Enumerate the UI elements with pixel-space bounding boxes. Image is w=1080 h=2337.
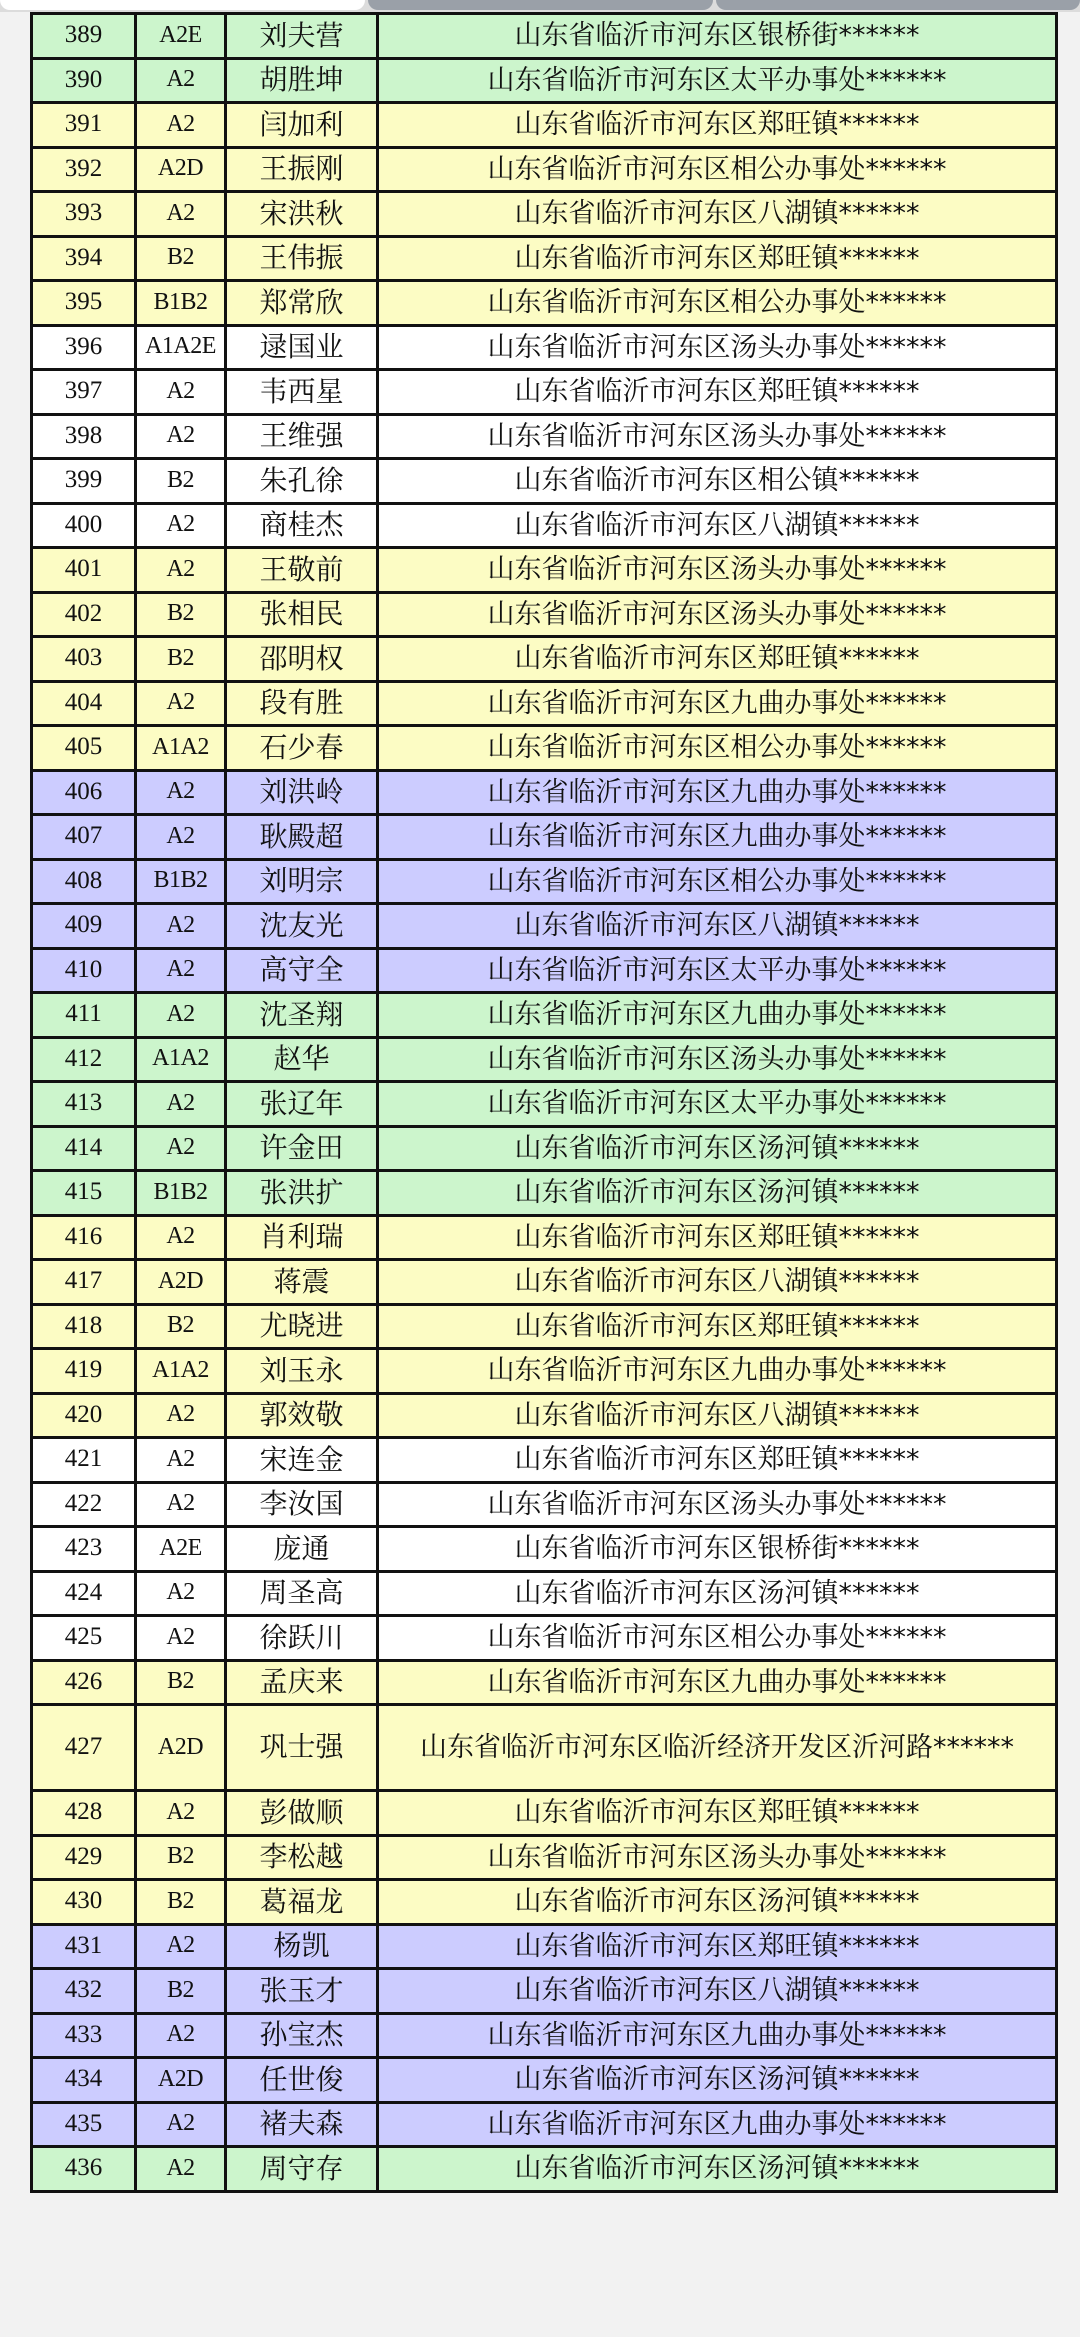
license-table [30,12,1058,2193]
address-cell[interactable]: 山东省临沂市河东区汤河镇****** [378,1126,1057,1171]
table-row [32,1393,1057,1438]
address-cell[interactable]: 山东省临沂市河东区汤河镇****** [378,1880,1057,1925]
name-cell[interactable]: 巩士强 [226,1705,378,1791]
license-class-cell[interactable]: A2 [136,904,226,949]
table-row [32,1660,1057,1705]
table-row [32,147,1057,192]
row-number-cell[interactable]: 415 [32,1171,136,1216]
address-cell[interactable]: 山东省临沂市河东区汤头办事处****** [378,414,1057,459]
address-cell[interactable]: 山东省临沂市河东区九曲办事处****** [378,2013,1057,2058]
name-cell[interactable]: 葛福龙 [226,1880,378,1925]
license-class-cell[interactable]: A2D [136,1705,226,1791]
table-row [32,14,1057,59]
row-number-cell[interactable]: 436 [32,2147,136,2192]
name-cell[interactable]: 许金田 [226,1126,378,1171]
address-cell[interactable]: 山东省临沂市河东区汤河镇****** [378,2058,1057,2103]
address-cell[interactable]: 山东省临沂市河东区相公办事处****** [378,726,1057,771]
row-number-cell[interactable]: 430 [32,1880,136,1925]
name-cell[interactable]: 闫加利 [226,103,378,148]
row-number-cell[interactable]: 433 [32,2013,136,2058]
address-cell[interactable]: 山东省临沂市河东区八湖镇****** [378,1393,1057,1438]
license-class-cell[interactable]: A2 [136,1791,226,1836]
table-row [32,1126,1057,1171]
row-number-cell[interactable]: 408 [32,859,136,904]
address-cell[interactable]: 山东省临沂市河东区银桥街****** [378,1527,1057,1572]
sheet-tab[interactable] [368,0,713,10]
address-cell[interactable]: 山东省临沂市河东区汤头办事处****** [378,592,1057,637]
name-cell[interactable]: 郑常欣 [226,281,378,326]
address-cell[interactable]: 山东省临沂市河东区八湖镇****** [378,1260,1057,1305]
license-class-cell[interactable]: A2 [136,58,226,103]
row-number-cell[interactable]: 391 [32,103,136,148]
table-row [32,1304,1057,1349]
table-row [32,993,1057,1038]
row-number-cell[interactable]: 418 [32,1304,136,1349]
table-row [32,1171,1057,1216]
table-row [32,459,1057,504]
row-number-cell[interactable]: 401 [32,548,136,593]
license-class-cell[interactable]: B1B2 [136,281,226,326]
table-row [32,503,1057,548]
row-number-cell[interactable]: 409 [32,904,136,949]
table-row [32,1215,1057,1260]
license-class-cell[interactable]: A2 [136,503,226,548]
table-row [32,1969,1057,2014]
address-cell[interactable]: 山东省临沂市河东区汤头办事处****** [378,1835,1057,1880]
table-row [32,103,1057,148]
address-cell[interactable]: 山东省临沂市河东区太平办事处****** [378,948,1057,993]
row-number-cell[interactable]: 399 [32,459,136,504]
address-cell[interactable]: 山东省临沂市河东区相公办事处****** [378,281,1057,326]
table-row [32,1438,1057,1483]
address-cell[interactable]: 山东省临沂市河东区九曲办事处****** [378,2102,1057,2147]
name-cell[interactable]: 宋连金 [226,1438,378,1483]
row-number-cell[interactable]: 390 [32,58,136,103]
table-row [32,548,1057,593]
name-cell[interactable]: 王敬前 [226,548,378,593]
license-class-cell[interactable]: B2 [136,1880,226,1925]
address-cell[interactable]: 山东省临沂市河东区郑旺镇****** [378,103,1057,148]
name-cell[interactable]: 褚夫森 [226,2102,378,2147]
row-number-cell[interactable]: 410 [32,948,136,993]
license-class-cell[interactable]: A2 [136,1126,226,1171]
name-cell[interactable]: 尤晓进 [226,1304,378,1349]
table-row [32,2058,1057,2103]
name-cell[interactable]: 王维强 [226,414,378,459]
name-cell[interactable]: 周圣高 [226,1571,378,1616]
license-class-cell[interactable]: A2 [136,1393,226,1438]
license-class-cell[interactable]: B2 [136,1304,226,1349]
name-cell[interactable]: 赵华 [226,1037,378,1082]
table-row [32,1349,1057,1394]
address-cell[interactable]: 山东省临沂市河东区相公镇****** [378,459,1057,504]
row-number-cell[interactable]: 416 [32,1215,136,1260]
table-row [32,2013,1057,2058]
name-cell[interactable]: 张辽年 [226,1082,378,1127]
row-number-cell[interactable]: 417 [32,1260,136,1305]
name-cell[interactable]: 孟庆来 [226,1660,378,1705]
row-number-cell[interactable]: 423 [32,1527,136,1572]
table-row [32,281,1057,326]
row-number-cell[interactable]: 426 [32,1660,136,1705]
row-number-cell[interactable]: 407 [32,815,136,860]
name-cell[interactable]: 周守存 [226,2147,378,2192]
address-cell[interactable]: 山东省临沂市河东区八湖镇****** [378,192,1057,237]
table-row [32,192,1057,237]
sheet-tab[interactable] [716,0,1080,10]
address-cell[interactable]: 山东省临沂市河东区汤河镇****** [378,1571,1057,1616]
table-row [32,236,1057,281]
table-row [32,1037,1057,1082]
sheet-tab[interactable] [0,0,365,10]
name-cell[interactable]: 张洪扩 [226,1171,378,1216]
license-class-cell[interactable]: B2 [136,236,226,281]
row-number-cell[interactable]: 405 [32,726,136,771]
address-cell[interactable]: 山东省临沂市河东区八湖镇****** [378,1969,1057,2014]
row-number-cell[interactable]: 420 [32,1393,136,1438]
row-number-cell[interactable]: 412 [32,1037,136,1082]
license-class-cell[interactable]: A2 [136,1571,226,1616]
license-class-cell[interactable]: A2 [136,370,226,415]
table-row [32,904,1057,949]
row-number-cell[interactable]: 434 [32,2058,136,2103]
address-cell[interactable]: 山东省临沂市河东区九曲办事处****** [378,993,1057,1038]
license-class-cell[interactable]: A2E [136,14,226,59]
license-class-cell[interactable]: B2 [136,1835,226,1880]
name-cell[interactable]: 王振刚 [226,147,378,192]
license-class-cell[interactable]: A2 [136,2102,226,2147]
name-cell[interactable]: 石少春 [226,726,378,771]
address-cell[interactable]: 山东省临沂市河东区九曲办事处****** [378,770,1057,815]
license-class-cell[interactable]: A2 [136,103,226,148]
name-cell[interactable]: 朱孔徐 [226,459,378,504]
name-cell[interactable]: 逯国业 [226,325,378,370]
row-number-cell[interactable]: 432 [32,1969,136,2014]
address-cell[interactable]: 山东省临沂市河东区相公办事处****** [378,1616,1057,1661]
table-row [32,770,1057,815]
name-cell[interactable]: 段有胜 [226,681,378,726]
license-class-cell[interactable]: A2D [136,147,226,192]
address-cell[interactable]: 山东省临沂市河东区汤河镇****** [378,1171,1057,1216]
address-cell[interactable]: 山东省临沂市河东区八湖镇****** [378,503,1057,548]
license-class-cell[interactable]: A1A2 [136,1037,226,1082]
license-class-cell[interactable]: B1B2 [136,1171,226,1216]
name-cell[interactable]: 杨凯 [226,1924,378,1969]
license-class-cell[interactable]: A1A2E [136,325,226,370]
row-number-cell[interactable]: 403 [32,637,136,682]
license-class-cell[interactable]: A2 [136,414,226,459]
address-cell[interactable]: 山东省临沂市河东区郑旺镇****** [378,236,1057,281]
table-row [32,1482,1057,1527]
row-number-cell[interactable]: 392 [32,147,136,192]
address-cell[interactable]: 山东省临沂市河东区相公办事处****** [378,147,1057,192]
name-cell[interactable]: 李松越 [226,1835,378,1880]
address-cell[interactable]: 山东省临沂市河东区八湖镇****** [378,904,1057,949]
license-class-cell[interactable]: A2 [136,1215,226,1260]
name-cell[interactable]: 韦西星 [226,370,378,415]
license-class-cell[interactable]: A2 [136,770,226,815]
row-number-cell[interactable]: 435 [32,2102,136,2147]
name-cell[interactable]: 胡胜坤 [226,58,378,103]
license-class-cell[interactable]: A2 [136,1616,226,1661]
license-class-cell[interactable]: A2 [136,948,226,993]
row-number-cell[interactable]: 395 [32,281,136,326]
name-cell[interactable]: 庞通 [226,1527,378,1572]
table-row [32,1260,1057,1305]
table-row [32,637,1057,682]
address-cell[interactable]: 山东省临沂市河东区郑旺镇****** [378,1791,1057,1836]
address-cell[interactable]: 山东省临沂市河东区银桥街****** [378,14,1057,59]
address-cell[interactable]: 山东省临沂市河东区郑旺镇****** [378,1304,1057,1349]
address-cell[interactable]: 山东省临沂市河东区相公办事处****** [378,859,1057,904]
license-class-cell[interactable]: A2 [136,815,226,860]
name-cell[interactable]: 刘明宗 [226,859,378,904]
row-number-cell[interactable]: 396 [32,325,136,370]
table-row [32,592,1057,637]
address-cell[interactable]: 山东省临沂市河东区郑旺镇****** [378,637,1057,682]
table-row [32,414,1057,459]
name-cell[interactable]: 沈友光 [226,904,378,949]
row-number-cell[interactable]: 402 [32,592,136,637]
table-row [32,1705,1057,1791]
row-number-cell[interactable]: 414 [32,1126,136,1171]
address-cell[interactable]: 山东省临沂市河东区汤头办事处****** [378,1037,1057,1082]
license-class-cell[interactable]: B1B2 [136,859,226,904]
address-cell[interactable]: 山东省临沂市河东区郑旺镇****** [378,370,1057,415]
license-class-cell[interactable]: A2D [136,1260,226,1305]
table-row [32,325,1057,370]
name-cell[interactable]: 刘夫营 [226,14,378,59]
row-number-cell[interactable]: 404 [32,681,136,726]
address-cell[interactable]: 山东省临沂市河东区汤头办事处****** [378,1482,1057,1527]
row-number-cell[interactable]: 389 [32,14,136,59]
row-number-cell[interactable]: 422 [32,1482,136,1527]
name-cell[interactable]: 彭做顺 [226,1791,378,1836]
table-body [32,14,1057,2192]
license-class-cell[interactable]: A2 [136,1924,226,1969]
row-number-cell[interactable]: 425 [32,1616,136,1661]
row-number-cell[interactable]: 428 [32,1791,136,1836]
license-class-cell[interactable]: A2E [136,1527,226,1572]
row-number-cell[interactable]: 424 [32,1571,136,1616]
table-row [32,1835,1057,1880]
table-row [32,1791,1057,1836]
license-class-cell[interactable]: A2 [136,1482,226,1527]
license-class-cell[interactable]: A1A2 [136,726,226,771]
name-cell[interactable]: 蒋震 [226,1260,378,1305]
address-cell[interactable]: 山东省临沂市河东区九曲办事处****** [378,1349,1057,1394]
license-class-cell[interactable]: A2 [136,681,226,726]
name-cell[interactable]: 孙宝杰 [226,2013,378,2058]
name-cell[interactable]: 李汝国 [226,1482,378,1527]
table-row [32,1616,1057,1661]
license-class-cell[interactable]: A2 [136,2147,226,2192]
license-class-cell[interactable]: A2D [136,2058,226,2103]
name-cell[interactable]: 刘玉永 [226,1349,378,1394]
name-cell[interactable]: 刘洪岭 [226,770,378,815]
row-number-cell[interactable]: 393 [32,192,136,237]
table-row [32,370,1057,415]
row-number-cell[interactable]: 427 [32,1705,136,1791]
row-number-cell[interactable]: 431 [32,1924,136,1969]
table-row [32,1571,1057,1616]
name-cell[interactable]: 郭效敬 [226,1393,378,1438]
name-cell[interactable]: 高守全 [226,948,378,993]
address-cell[interactable]: 山东省临沂市河东区郑旺镇****** [378,1215,1057,1260]
table-row [32,1880,1057,1925]
table-row [32,1527,1057,1572]
row-number-cell[interactable]: 419 [32,1349,136,1394]
name-cell[interactable]: 宋洪秋 [226,192,378,237]
row-number-cell[interactable]: 411 [32,993,136,1038]
row-number-cell[interactable]: 406 [32,770,136,815]
license-class-cell[interactable]: B2 [136,592,226,637]
address-cell[interactable]: 山东省临沂市河东区九曲办事处****** [378,815,1057,860]
license-class-cell[interactable]: B2 [136,1660,226,1705]
name-cell[interactable]: 任世俊 [226,2058,378,2103]
table-row [32,58,1057,103]
address-cell[interactable]: 山东省临沂市河东区临沂经济开发区沂河路****** [378,1705,1057,1791]
name-cell[interactable]: 王伟振 [226,236,378,281]
address-cell[interactable]: 山东省临沂市河东区郑旺镇****** [378,1924,1057,1969]
table-row [32,2147,1057,2192]
license-class-cell[interactable]: A1A2 [136,1349,226,1394]
license-class-cell[interactable]: A2 [136,548,226,593]
address-cell[interactable]: 山东省临沂市河东区九曲办事处****** [378,1660,1057,1705]
license-class-cell[interactable]: A2 [136,192,226,237]
name-cell[interactable]: 张玉才 [226,1969,378,2014]
table-row [32,948,1057,993]
spreadsheet-view [30,12,1055,2193]
table-row [32,681,1057,726]
table-row [32,815,1057,860]
row-number-cell[interactable]: 394 [32,236,136,281]
address-cell[interactable]: 山东省临沂市河东区太平办事处****** [378,1082,1057,1127]
row-number-cell[interactable]: 400 [32,503,136,548]
table-row [32,726,1057,771]
license-class-cell[interactable]: A2 [136,1438,226,1483]
name-cell[interactable]: 邵明权 [226,637,378,682]
name-cell[interactable]: 徐跃川 [226,1616,378,1661]
address-cell[interactable]: 山东省临沂市河东区郑旺镇****** [378,1438,1057,1483]
name-cell[interactable]: 肖利瑞 [226,1215,378,1260]
table-row [32,859,1057,904]
row-number-cell[interactable]: 398 [32,414,136,459]
table-row [32,1924,1057,1969]
license-class-cell[interactable]: B2 [136,1969,226,2014]
row-number-cell[interactable]: 413 [32,1082,136,1127]
row-number-cell[interactable]: 429 [32,1835,136,1880]
name-cell[interactable]: 耿殿超 [226,815,378,860]
sheet-tab-bar [0,0,1080,12]
row-number-cell[interactable]: 397 [32,370,136,415]
address-cell[interactable]: 山东省临沂市河东区汤头办事处****** [378,325,1057,370]
license-class-cell[interactable]: A2 [136,1082,226,1127]
license-class-cell[interactable]: B2 [136,459,226,504]
license-class-cell[interactable]: A2 [136,993,226,1038]
address-cell[interactable]: 山东省临沂市河东区汤头办事处****** [378,548,1057,593]
table-row [32,1082,1057,1127]
name-cell[interactable]: 张相民 [226,592,378,637]
address-cell[interactable]: 山东省临沂市河东区汤河镇****** [378,2147,1057,2192]
name-cell[interactable]: 商桂杰 [226,503,378,548]
name-cell[interactable]: 沈圣翔 [226,993,378,1038]
table-row [32,2102,1057,2147]
license-class-cell[interactable]: B2 [136,637,226,682]
license-class-cell[interactable]: A2 [136,2013,226,2058]
address-cell[interactable]: 山东省临沂市河东区九曲办事处****** [378,681,1057,726]
address-cell[interactable]: 山东省临沂市河东区太平办事处****** [378,58,1057,103]
row-number-cell[interactable]: 421 [32,1438,136,1483]
